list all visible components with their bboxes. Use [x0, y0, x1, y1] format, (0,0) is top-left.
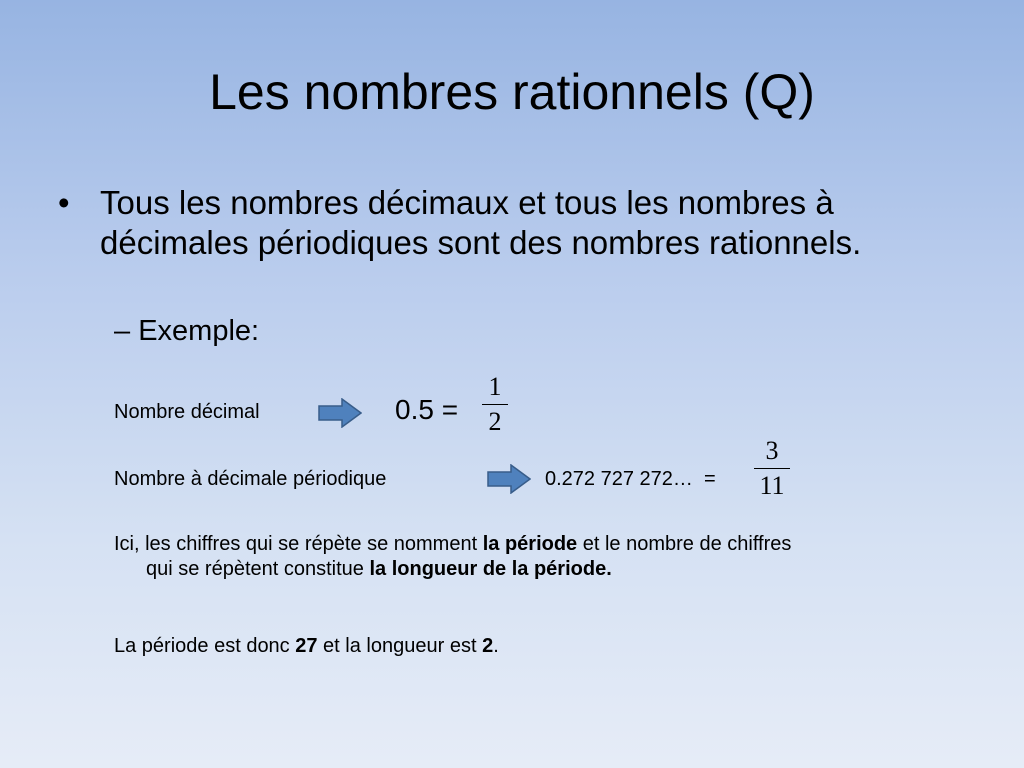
conclusion-text: La période est donc: [114, 635, 296, 657]
example-2-label: Nombre à décimale périodique: [114, 468, 387, 490]
explanation-paragraph: [114, 532, 974, 582]
sub-bullet: [114, 313, 259, 349]
example-2-fraction: [754, 436, 790, 501]
explanation-text: Ici, les chiffres qui se répète se nomment: [114, 533, 483, 555]
conclusion-line: [114, 634, 974, 659]
fraction-bar: [482, 404, 508, 405]
sub-bullet-marker: –: [114, 315, 131, 347]
period-value: 27: [295, 635, 318, 657]
fraction-bar: [754, 468, 790, 469]
right-arrow-icon: [318, 398, 362, 428]
example-2-numerator: 3: [765, 436, 779, 465]
example-1-value: 0.5 =: [395, 394, 459, 425]
example-1-fraction: [482, 372, 508, 437]
sub-bullet-text: Exemple:: [138, 315, 260, 347]
explanation-bold-term: la période: [482, 533, 578, 555]
explanation-line-2: [114, 557, 974, 582]
explanation-text: qui se répètent constitue: [146, 558, 370, 580]
example-1-numerator: 1: [488, 372, 502, 401]
conclusion-text: et la longueur est: [317, 635, 483, 657]
example-1-label: Nombre décimal: [114, 401, 260, 423]
explanation-text: et le nombre de chiffres: [577, 533, 792, 555]
conclusion-text: .: [493, 635, 499, 657]
example-2-value: 0.272 727 272… =: [545, 468, 716, 490]
explanation-bold-term: la longueur de la période.: [369, 558, 612, 580]
example-1-denominator: 2: [488, 407, 502, 436]
example-2-denominator: 11: [759, 471, 785, 500]
explanation-line-1: [114, 532, 974, 557]
length-value: 2: [482, 635, 494, 657]
right-arrow-icon: [487, 464, 531, 494]
bullet-marker: •: [58, 184, 70, 221]
slide-title: Les nombres rationnels (Q): [209, 64, 815, 120]
bullet-text: Tous les nombres décimaux et tous les nombres à décimales périodiques sont des nombres rationnels.: [100, 184, 862, 261]
